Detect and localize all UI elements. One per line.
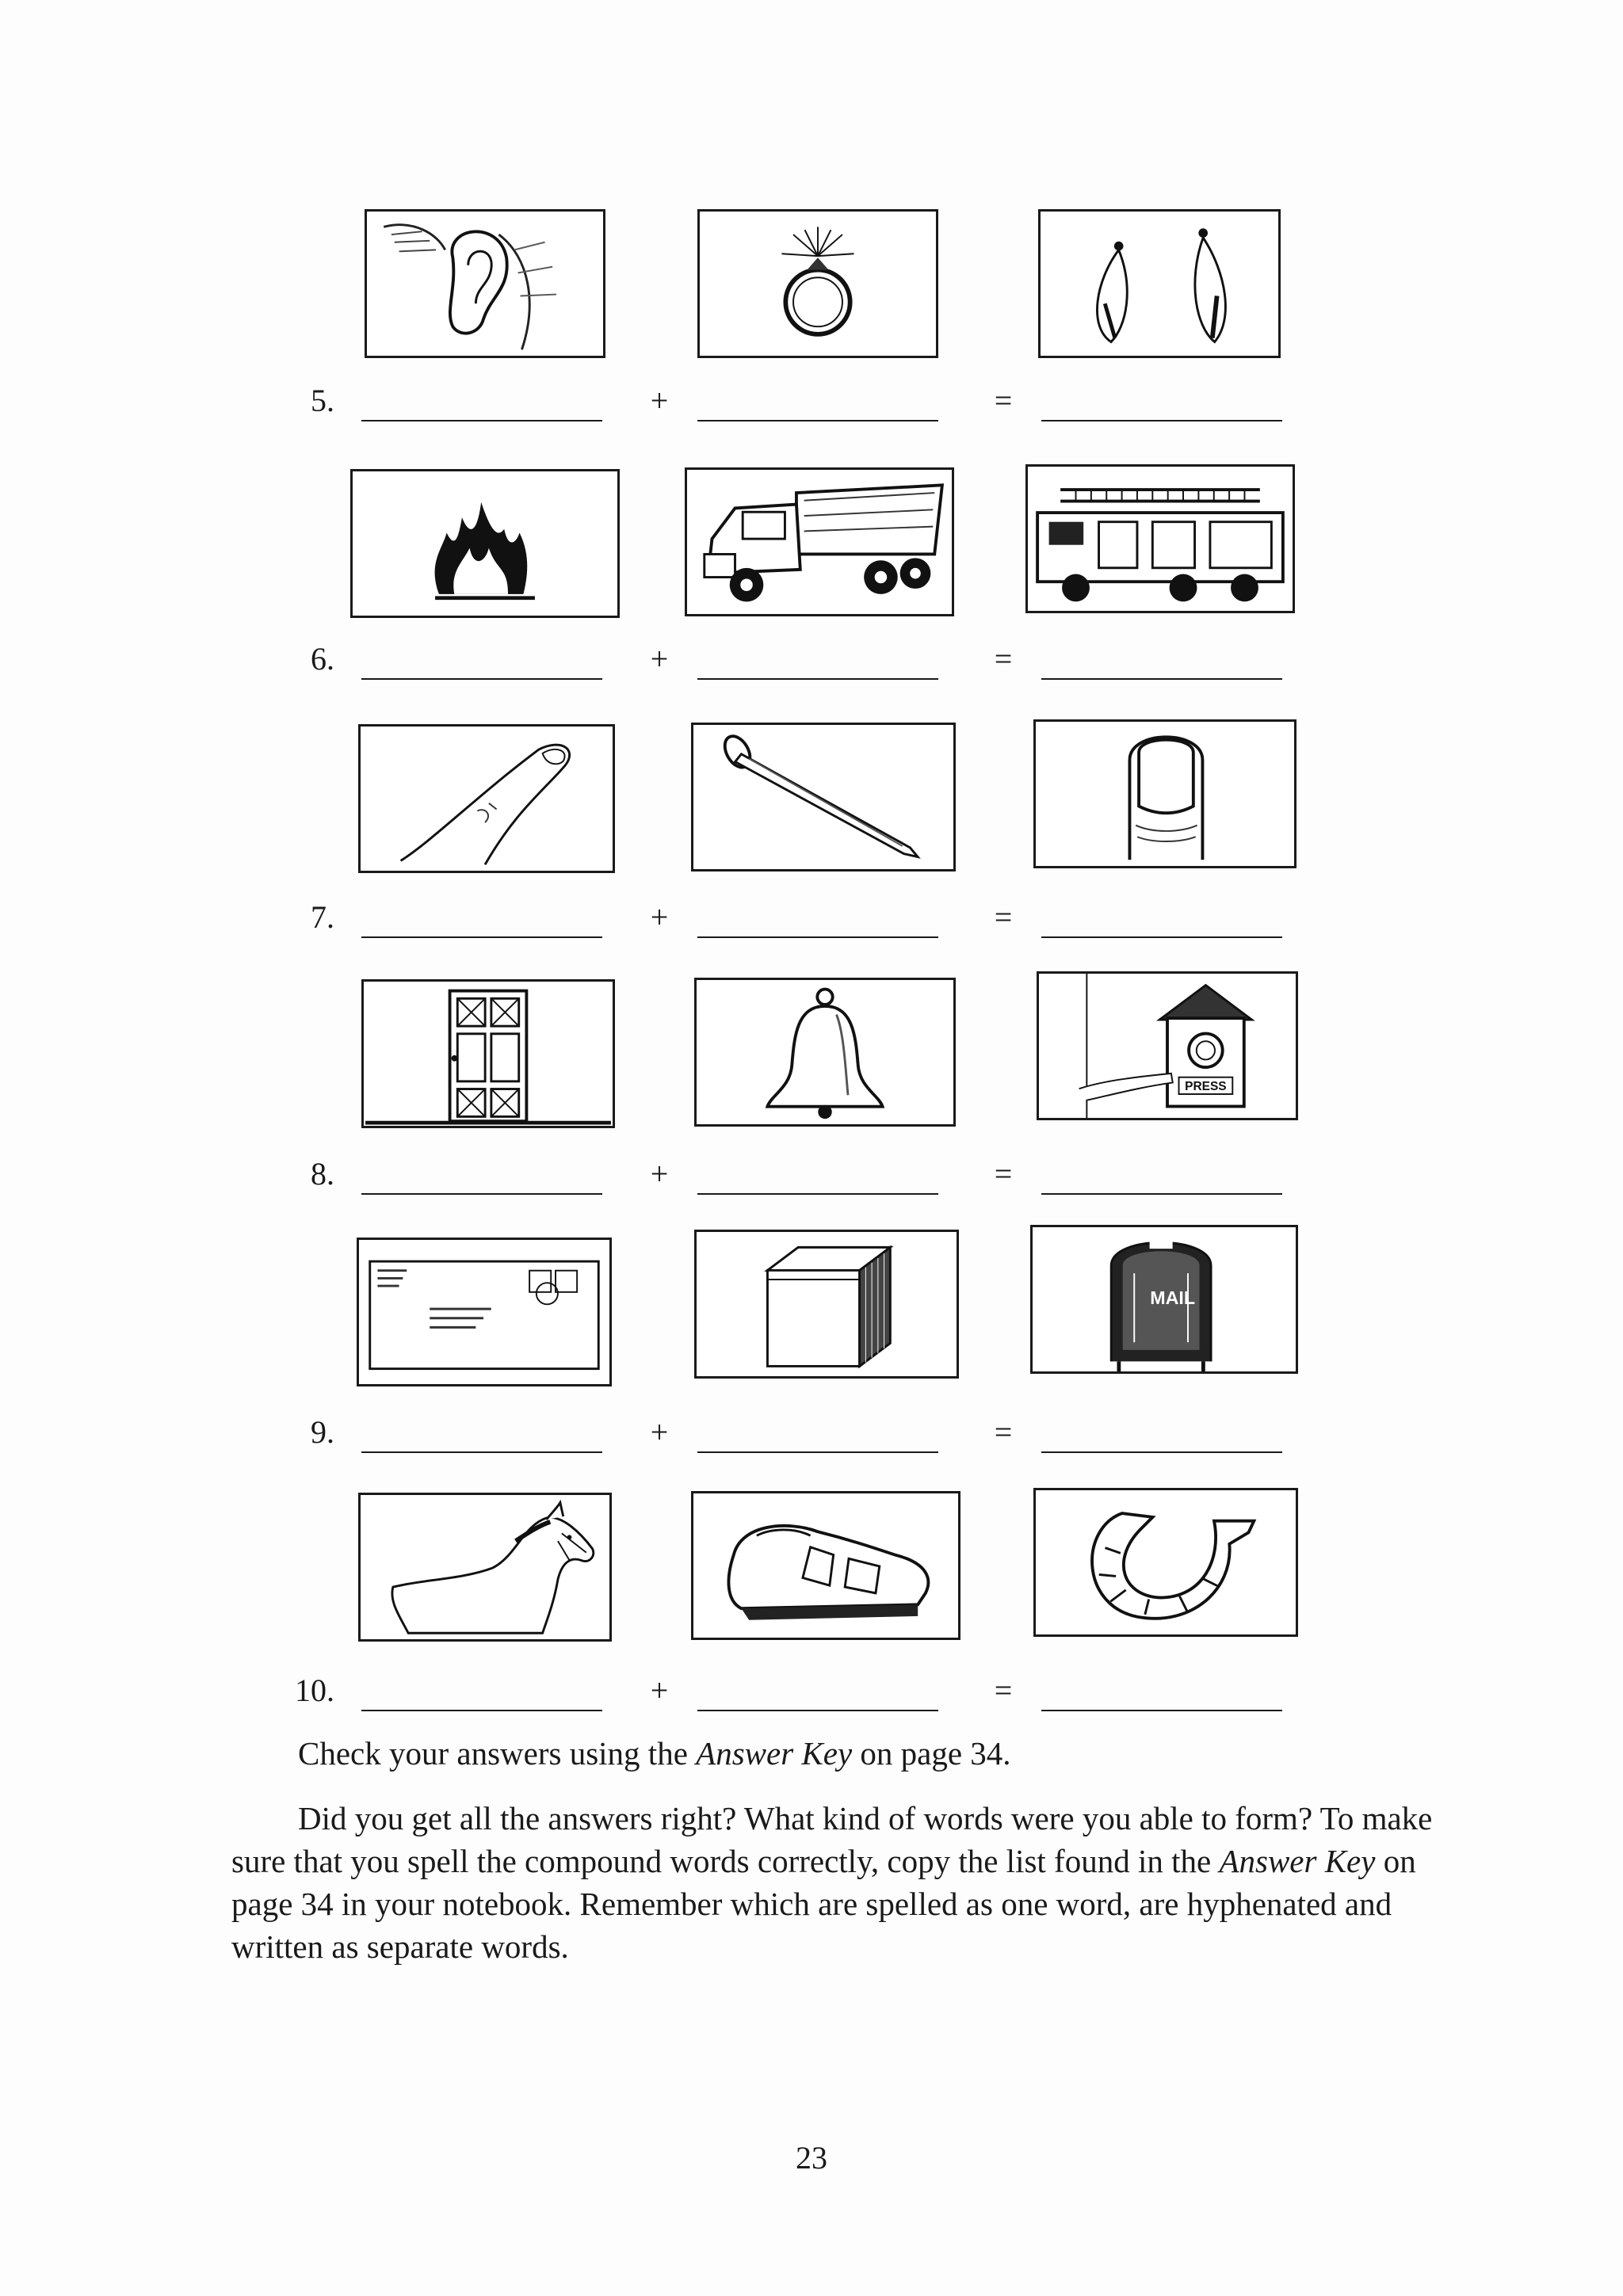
- ear-picture: [365, 209, 605, 358]
- nail-picture: [691, 723, 956, 871]
- check-text-after: on page 34.: [852, 1735, 1011, 1772]
- answer-blank-1[interactable]: [361, 678, 602, 680]
- answer-blank-2[interactable]: [697, 1193, 938, 1195]
- item-number: 5.: [311, 383, 334, 418]
- earrings-picture: [1038, 209, 1281, 358]
- fire-picture: [350, 469, 620, 618]
- answer-blank-1[interactable]: [361, 1710, 602, 1711]
- check-text-before: Check your answers using the: [298, 1735, 697, 1772]
- equals-sign: =: [994, 1156, 1013, 1192]
- answer-blank-1[interactable]: [361, 1193, 602, 1195]
- plus-sign: +: [650, 1414, 669, 1450]
- door-picture: [361, 979, 615, 1128]
- fire-engine-picture: [1025, 464, 1295, 613]
- horse-picture: [358, 1493, 612, 1642]
- paragraph-part-2: on page 34 in your notebook. Remember which are spelled as one word, are hyphenated and written as separate words.: [231, 1843, 1416, 1965]
- plus-sign: +: [650, 641, 669, 677]
- answer-key-reference: Answer Key: [696, 1735, 853, 1772]
- ring-picture: [697, 209, 938, 358]
- equals-sign: =: [994, 1414, 1013, 1450]
- answer-blank-3[interactable]: [1041, 420, 1282, 421]
- item-number: 9.: [311, 1414, 334, 1450]
- plus-sign: +: [650, 1156, 669, 1192]
- answer-blank-2[interactable]: [697, 1710, 938, 1711]
- fingernail-picture: [1033, 719, 1296, 868]
- answer-blank-1[interactable]: [361, 936, 602, 938]
- answer-blank-2[interactable]: [697, 420, 938, 421]
- answer-blank-3[interactable]: [1041, 1193, 1282, 1195]
- plus-sign: +: [650, 383, 669, 418]
- shoe-picture: [691, 1491, 960, 1640]
- answer-blank-1[interactable]: [361, 420, 602, 421]
- horseshoe-picture: [1033, 1488, 1298, 1637]
- item-number: 7.: [311, 899, 334, 935]
- item-number: 8.: [311, 1156, 334, 1192]
- box-picture: [694, 1230, 959, 1379]
- equals-sign: =: [994, 899, 1013, 935]
- item-number: 10.: [295, 1672, 334, 1708]
- check-answers-text: [231, 1732, 1436, 1775]
- instructions-paragraph: [231, 1797, 1436, 1968]
- finger-picture: [358, 724, 615, 873]
- mailbox-picture: [1030, 1225, 1298, 1374]
- answer-blank-2[interactable]: [697, 678, 938, 680]
- answer-key-reference: Answer Key: [1219, 1843, 1376, 1879]
- plus-sign: +: [650, 899, 669, 935]
- item-number: 6.: [311, 641, 334, 677]
- answer-blank-1[interactable]: [361, 1451, 602, 1453]
- press-label: PRESS: [1185, 1080, 1227, 1094]
- dump-truck-picture: [685, 467, 954, 616]
- equals-sign: =: [994, 1672, 1013, 1708]
- answer-blank-3[interactable]: [1041, 678, 1282, 680]
- paragraph-part-1: Did you get all the answers right? What kind of words were you able to form? To make sure that you spell the compound words correctly, copy the list found in the: [231, 1800, 1433, 1879]
- bell-picture: [694, 978, 956, 1127]
- page-number: 23: [796, 2140, 827, 2176]
- answer-blank-2[interactable]: [697, 936, 938, 938]
- envelope-picture: [357, 1238, 612, 1386]
- equals-sign: =: [994, 383, 1013, 418]
- plus-sign: +: [650, 1672, 669, 1708]
- answer-blank-3[interactable]: [1041, 936, 1282, 938]
- doorbell-picture: [1037, 971, 1298, 1120]
- equals-sign: =: [994, 641, 1013, 677]
- answer-blank-3[interactable]: [1041, 1710, 1282, 1711]
- answer-blank-2[interactable]: [697, 1451, 938, 1453]
- answer-blank-3[interactable]: [1041, 1451, 1282, 1453]
- mail-label: MAIL: [1150, 1287, 1196, 1308]
